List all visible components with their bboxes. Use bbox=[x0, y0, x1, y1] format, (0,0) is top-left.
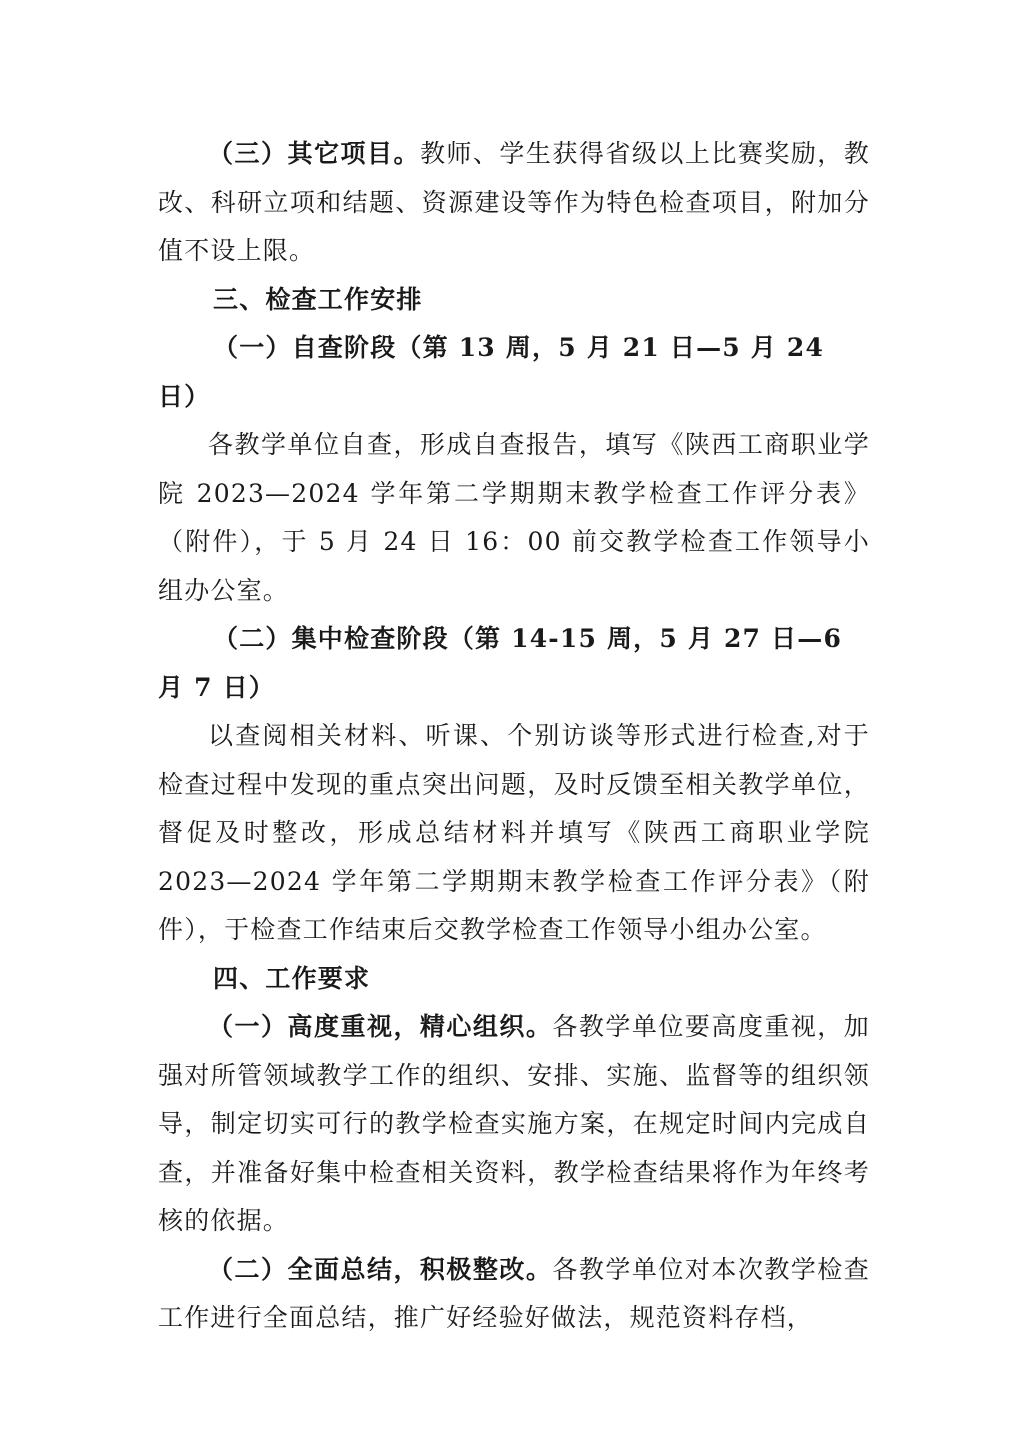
paragraph-lead: （三）其它项目。 bbox=[208, 139, 420, 168]
paragraph-text: 教师、学生获得省级以上比赛奖励，教改、科研立项和结题、资源建设等作为特色检查项目，附加分值不设上限。 bbox=[158, 139, 870, 265]
document-page bbox=[158, 130, 870, 1343]
paragraph-text: 各教学单位要高度重视，加强对所管领域教学工作的组织、安排、实施、监督等的组织领导，制定切实可行的教学检查实施方案，在规定时间内完成自查，并准备好集中检查相关资料，教学检查结果将作为年终考核的依据。 bbox=[158, 1012, 870, 1235]
subheading-self-check: （一）自查阶段（第 13 周，5 月 21 日—5 月 24 日） bbox=[158, 333, 825, 411]
paragraph-self-check: 各教学单位自查，形成自查报告，填写《陕西工商职业学院 2023—2024 学年第二学期期末教学检查工作评分表》（附件），于 5 月 24 日 16：00 前交教学检查工作领导小组办公室。 bbox=[158, 430, 870, 605]
paragraph-lead: （二）全面总结，积极整改。 bbox=[208, 1254, 553, 1284]
paragraph-requirement-1 bbox=[158, 1003, 870, 1246]
paragraph-other-items bbox=[158, 130, 870, 276]
paragraph-centralized-check: 以查阅相关材料、听课、个别访谈等形式进行检查,对于检查过程中发现的重点突出问题，及时反馈至相关教学单位，督促及时整改，形成总结材料并填写《陕西工商职业学院 2023—2024 学年第二学期期末教学检查工作评分表》（附件），于检查工作结束后交教学检查工作领导小组办公室。 bbox=[158, 721, 870, 944]
paragraph-text: 各教学单位对本次教学检查工作进行全面总结，推广好经验好做法，规范资料存档， bbox=[158, 1254, 870, 1332]
section-heading-work-requirements: 四、工作要求 bbox=[213, 963, 371, 993]
paragraph-lead: （一）高度重视，精心组织。 bbox=[208, 1012, 553, 1041]
subheading-centralized-check: （二）集中检查阶段（第 14-15 周，5 月 27 日—6 月 7 日） bbox=[158, 624, 843, 702]
paragraph-requirement-2 bbox=[158, 1246, 870, 1343]
section-heading-inspection-arrangement: 三、检查工作安排 bbox=[213, 284, 423, 314]
